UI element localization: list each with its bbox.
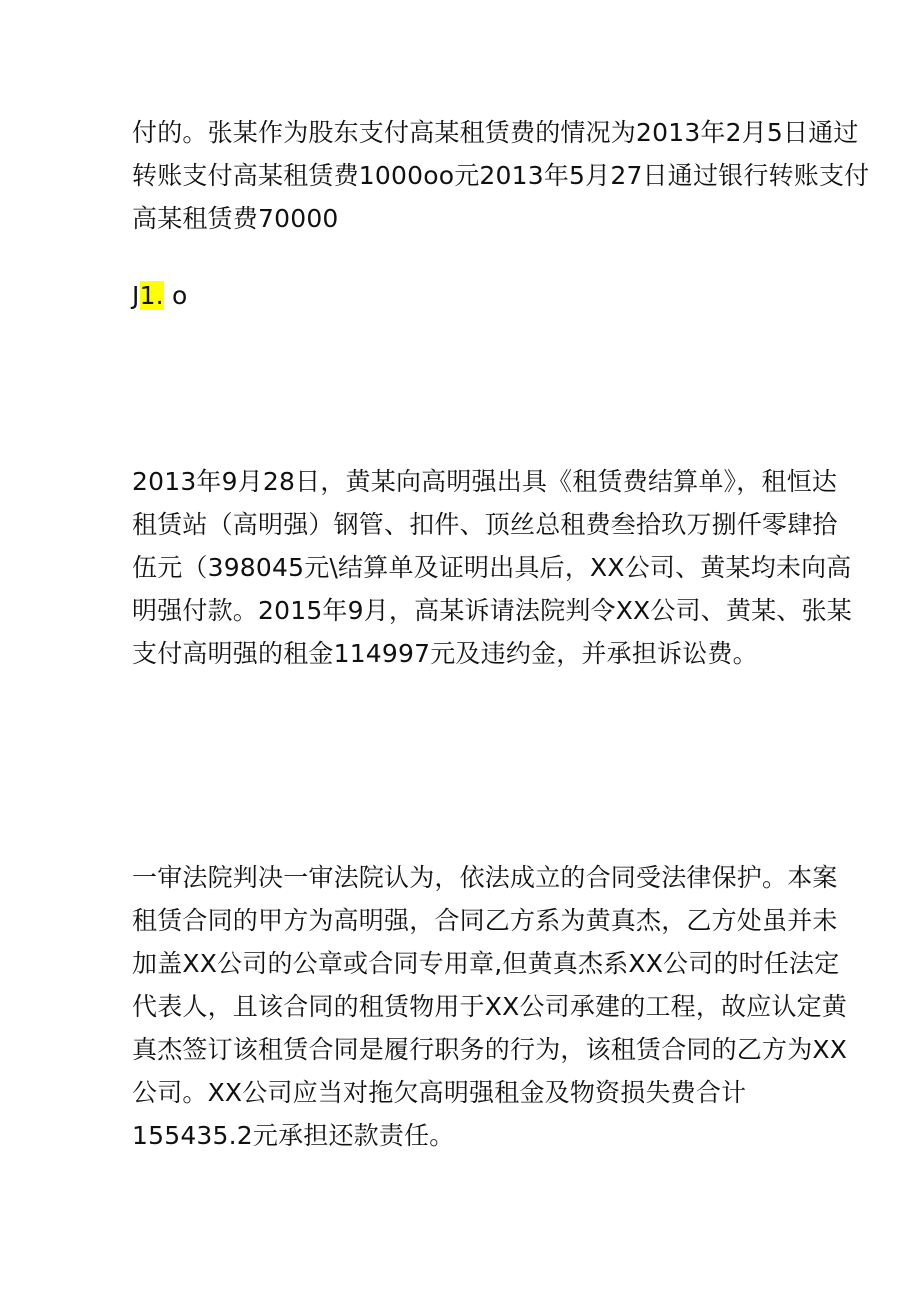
fragment-prefix: J	[132, 281, 140, 310]
text-line: 转账支付高某租赁费1000oo元2013年5月27日通过银行转账支付	[132, 161, 870, 190]
paragraph-first-instance-judgment	[132, 856, 848, 1157]
text-line: 加盖XX公司的公章或合同专用章,但黄真杰系XX公司的时任法定	[132, 949, 840, 978]
text-line: 租赁站（高明强）钢管、扣件、顶丝总租费叁拾玖万捌仟零肆拾	[132, 510, 838, 539]
text-line: 2013年9月28日，黄某向高明强出具《租赁费结算单》，租恒达	[132, 467, 838, 496]
text-line: 付的。张某作为股东支付高某租赁费的情况为2013年2月5日通过	[132, 118, 859, 147]
text-line: 真杰签订该租赁合同是履行职务的行为，该租赁合同的乙方为XX	[132, 1035, 848, 1064]
fragment-line	[132, 274, 802, 317]
text-line: 代表人，且该合同的租赁物用于XX公司承建的工程，故应认定黄	[132, 992, 848, 1021]
text-line: 公司。XX公司应当对拖欠高明强租金及物资损失费合计	[132, 1078, 747, 1107]
text-line: 支付高明强的租金114997元及违约金，并承担诉讼费。	[132, 639, 758, 668]
text-line: 明强付款。2015年9月，高某诉请法院判令XX公司、黄某、张某	[132, 596, 852, 625]
ocr-fragment	[132, 274, 802, 317]
text-line: 租赁合同的甲方为高明强，合同乙方系为黄真杰，乙方处虽并未	[132, 906, 838, 935]
highlighted-text: 1.	[139, 281, 164, 310]
text-line: 高某租赁费70000	[132, 204, 339, 233]
paragraph-payment-details	[132, 111, 870, 240]
text-line: 一审法院判决一审法院认为，依法成立的合同受法律保护。本案	[132, 863, 838, 892]
text-line: 155435.2元承担还款责任。	[132, 1121, 455, 1150]
paragraph-settlement	[132, 460, 852, 675]
fragment-suffix: o	[163, 281, 188, 310]
text-line: 伍元（398045元\结算单及证明出具后，XX公司、黄某均未向高	[132, 553, 852, 582]
